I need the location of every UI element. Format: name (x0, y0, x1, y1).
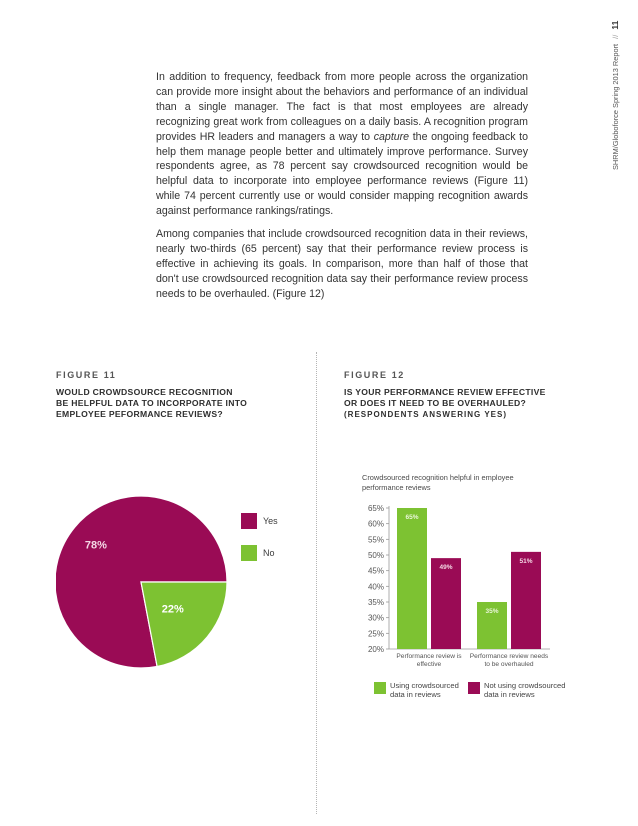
svg-text:SHRM/Globoforce Spring 2013 Re (610, 20, 620, 170)
pie-legend-no (241, 545, 275, 561)
x-category-label-line-1: Performance review is (396, 653, 462, 660)
page-number: 11 (610, 20, 620, 30)
side-header (586, 10, 636, 170)
bar-value-label-not-using-crowdsourced-data-in-reviews-performance-review-needs-to-be-overhauled: 51% (519, 557, 533, 565)
paragraph-1-emphasis: capture (373, 130, 410, 143)
bar-chart-title-line-1: Crowdsourced recognition helpful in employee (362, 473, 514, 482)
bar-value-label-using-crowdsourced-data-in-reviews-performance-review-is-effective: 65% (405, 514, 419, 521)
bar-value-label-not-using-crowdsourced-data-in-reviews-performance-review-is-effective: 49% (439, 564, 453, 572)
bar-legend-swatch-using-crowdsourced-data-in-reviews (374, 682, 386, 694)
figure-12-title-line-1: IS YOUR PERFORMANCE REVIEW EFFECTIVE (344, 387, 546, 397)
report-label: SHRM/Globoforce Spring 2013 Report (611, 43, 620, 170)
paragraph-1-part-a: In addition to frequency, feedback from more people across the organization can provide more insight about the behaviors and performance of an individual than a single manager. The fact is that most employees are already recognizing great work from colleagues on a daily basis. A recognition program provides HR leaders and managers a way to (156, 71, 528, 143)
y-tick-label-20: 20% (367, 645, 384, 654)
paragraph-2: Among companies that include crowdsourced recognition data in their reviews, nearly two-thirds (65 percent) say that their performance review process is effective in achieving its goals. In comparison, more than half of those that don't use crowdsourced recognition data say their performance review process needs to be overhauled. (Figure 12) (156, 228, 528, 300)
pie-legend-yes-label: Yes (263, 516, 278, 526)
y-tick-label-50: 50% (367, 551, 384, 560)
pie-legend-no-label: No (263, 548, 275, 558)
bar-not-using-crowdsourced-data-in-reviews-performance-review-is-effective (431, 558, 461, 649)
bar-value-label-using-crowdsourced-data-in-reviews-performance-review-needs-to-be-overhauled: 35% (485, 608, 499, 615)
figure-12-title-line-2: OR DOES IT NEED TO BE OVERHAULED? (344, 398, 527, 408)
body-text (156, 70, 528, 310)
bar-legend-label-not-using-crowdsourced-data-in-reviews (484, 681, 565, 699)
y-tick-label-30: 30% (367, 613, 384, 623)
bar-legend-swatch-not-using-crowdsourced-data-in-reviews (468, 682, 480, 694)
y-tick-label-55: 55% (367, 535, 384, 545)
x-category-label-line-2: effective (416, 661, 442, 668)
header-separator: // (611, 34, 620, 39)
pie-legend-yes (241, 513, 278, 529)
bar-using-crowdsourced-data-in-reviews-performance-review-is-effective (397, 508, 427, 649)
column-divider (316, 352, 317, 814)
figure-12-title (344, 387, 546, 420)
figure-11-title-line-2: BE HELPFUL DATA TO INCORPORATE INTO (56, 398, 248, 408)
bar-chart-title (362, 473, 514, 492)
figure-11-label: FIGURE 11 (56, 370, 117, 380)
y-tick-label-40: 40% (367, 582, 384, 592)
y-tick-label-35: 35% (367, 598, 384, 607)
pie-legend-no-swatch (241, 545, 257, 561)
y-tick-label-25: 25% (367, 629, 384, 639)
bar-legend-label-line-2: data in reviews (484, 690, 535, 699)
bar-not-using-crowdsourced-data-in-reviews-performance-review-needs-to-be-overhauled (511, 552, 541, 649)
pie-legend-yes-swatch (241, 513, 257, 529)
figure-11-title-line-3: EMPLOYEE PEFORMANCE REVIEWS? (56, 409, 223, 419)
figure-11-title-line-1: WOULD CROWDSOURCE RECOGNITION (56, 387, 233, 397)
figure-11-title (56, 387, 247, 420)
paragraph-1 (156, 70, 528, 219)
bar-chart-svg (358, 468, 578, 718)
x-category-label-performance-review-needs-to-be-overhauled (470, 653, 549, 668)
figure-12-subtitle: (RESPONDENTS ANSWERING YES) (344, 410, 508, 419)
y-tick-label-45: 45% (367, 566, 384, 576)
y-tick-label-65: 65% (367, 504, 384, 513)
bar-chart (358, 468, 578, 718)
x-category-label-line-2: to be overhauled (484, 661, 534, 668)
y-tick-label-60: 60% (367, 519, 384, 529)
pie-label-no: 22% (161, 603, 184, 616)
side-header-svg (586, 10, 636, 170)
bar-legend-label-line-2: data in reviews (390, 690, 441, 699)
paragraph-1-part-b: the ongoing feedback to help them manage people better and ultimately improve performance. Survey respondents agree, as 78 percent say crowdsourced recognition would be helpful data to incorporate into employee performance reviews (Figure 11) while 74 percent currently use or would consider mapping recognition awards against performance rankings/ratings. (156, 130, 528, 218)
bar-legend-label-using-crowdsourced-data-in-reviews (390, 681, 459, 699)
bar-legend-label-line-1: Using crowdsourced (390, 681, 459, 690)
pie-label-yes: 78% (84, 539, 107, 552)
x-category-label-line-1: Performance review needs (469, 653, 549, 660)
x-category-label-performance-review-is-effective (396, 653, 462, 668)
bar-chart-title-line-2: performance reviews (362, 483, 431, 492)
bar-legend-label-line-1: Not using crowdsourced (484, 681, 566, 690)
figure-12-label: FIGURE 12 (344, 370, 405, 380)
